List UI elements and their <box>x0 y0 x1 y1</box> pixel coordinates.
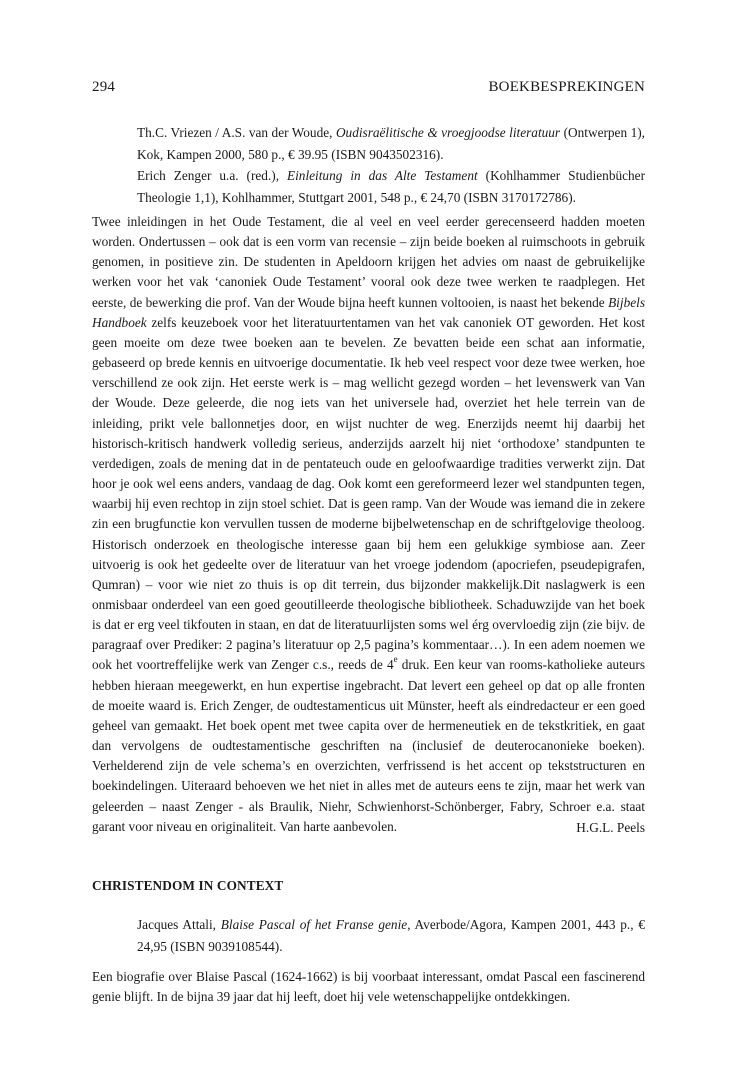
book-title: Blaise Pascal of het Franse genie <box>220 917 408 932</box>
section-heading: CHRISTENDOM IN CONTEXT <box>92 878 284 893</box>
running-header <box>92 79 645 96</box>
review2-bibliography <box>137 914 645 957</box>
review1-bibliography <box>137 122 645 208</box>
reviewer-signature: H.G.L. Peels <box>576 820 645 835</box>
page-number: 294 <box>92 79 116 95</box>
bib-entry-zenger: Erich Zenger u.a. (red.), Einleitung in das Alte Testament (Kohlhammer Studienbücher Theologie 1,1), Kohlhammer, Stuttgart 2001, 548 p., € 24,70 (ISBN 3170172786). <box>137 168 645 205</box>
book-title: Einleitung in das Alte Testament <box>286 168 478 184</box>
bib-entry-vriezen: Th.C. Vriezen / A.S. van der Woude, Oudisraëlitische & vroegjoodse literatuur (Ontwerpen 1), Kok, Kampen 2000, 580 p., € 39.95 (ISBN 9043502316). <box>137 125 645 162</box>
bib-entry-attali: Jacques Attali, Blaise Pascal of het Franse genie, Averbode/Agora, Kampen 2001, 443 p., € 24,95 (ISBN 9039108544). <box>137 917 645 954</box>
running-title: BOEKBESPREKINGEN <box>488 79 645 95</box>
book-title: Oudisraëlitische & vroegjoodse literatuur <box>335 125 561 140</box>
review2-body: Een biografie over Blaise Pascal (1624-1662) is bij voorbaat interessant, omdat Pascal een fascinerend genie blijft. In de bijna 39 jaar dat hij leeft, doet hij vele wetenschappelijke ontdekkingen. <box>92 969 645 1005</box>
review1-body: Twee inleidingen in het Oude Testament, die al veel en veel eerder gerecenseerd hadden moeten worden. Ondertussen – ook dat is een vorm van recensie – zijn beide boeken al ruimschoots in gebruik genomen, in positieve zin. De studenten in Apeldoorn krijgen het advies om naast de gebruikelijke werken voor het vak ‘canoniek Oude Testament’ vooral ook deze twee werken te raadplegen. Het eerste, de bewerking die prof. Van der Woude bijna heeft kunnen voltooien, is naast het bekende Bijbels Handboek zelfs keuzeboek voor het literatuurtentamen van het vak canoniek OT geworden. Het kost geen moeite om deze twee boeken aan te bevelen. Ze bevatten beide een schat aan informatie, gebaseerd op brede kennis en uitvoerige documentatie. Ik heb veel respect voor deze twee werken, hoe verschillend ze ook zijn. Het eerste werk is – mag wellicht gezegd worden – het levenswerk van Van der Woude. Deze geleerde, die nog iets van het universele had, overziet het hele terrein van de inleiding, prikt vele ballonnetjes door, en wijst nuchter de weg. Enerzijds neemt hij daarbij het historisch-kritisch handwerk volledig serieus, anderzijds aarzelt hij niet ‘orthodoxe’ standpunten te verdedigen, zoals de mening dat in de pentateuch oude en geloofwaardige tradities verwerkt zijn. Dat hoor je ook wel eens anders, vandaag de dag. Ook komt een gereformeerd lezer wel standpunten tegen, waarbij hij even rechtop in zijn stoel schiet. Dat is geen ramp. Van der Woude was iemand die in zekere zin een brugfunctie kon vervullen tussen de moderne bijbelwetenschap en de schriftgelovige theoloog. Historisch onderzoek en theologische interesse gaan bij hem een gelukkige symbiose aan. Zeer uitvoerig is ook het gedeelte over de literatuur van het vroege jodendom (apocriefen, pseudepigrafen, Qumran) – voor wie niet zo thuis is op dit terrein, dus bijzonder makkelijk.Dit naslagwerk is een onmisbaar onderdeel van een goed geoutilleerde theologische bibliotheek. Schaduwzijde van het boek is dat er erg veel tikfouten in staan, en dat de literatuurlijsten soms wel érg overvloedig zijn (zie bijv. de paragraaf over Prediker: 2 pagina’s literatuur op 2,5 pagina’s kommentaar…). In een adem noemen we ook het voortreffelijke werk van Zenger c.s., reeds de 4e druk. Een keur van rooms-katholieke auteurs hebben hieraan meegewerkt, en hun expertise ingebracht. Dat levert een geheel op dat op alle fronten de moeite waard is. Erich Zenger, de oudtestamenticus uit Münster, heeft als eindredacteur er een goed geheel van gemaakt. Het boek opent met twee capita over de hermeneutiek en de tekstkritiek, en gaat dan vervolgens de oudtestamentische geschriften na (inclusief de deuterocanonieke boeken). Verhelderend zijn de vele schema’s en overzichten, verfrissend is het accent op tekststructuren en boekindelingen. Uiteraard behoeven we het niet in alles met de auteurs eens te zijn, maar het werk van geleerden – naast Zenger - als Braulik, Niehr, Schwienhorst-Schönberger, Fabry, Schroer e.a. staat garant voor niveau en originaliteit. Van harte aanbevolen. <box>92 214 646 834</box>
